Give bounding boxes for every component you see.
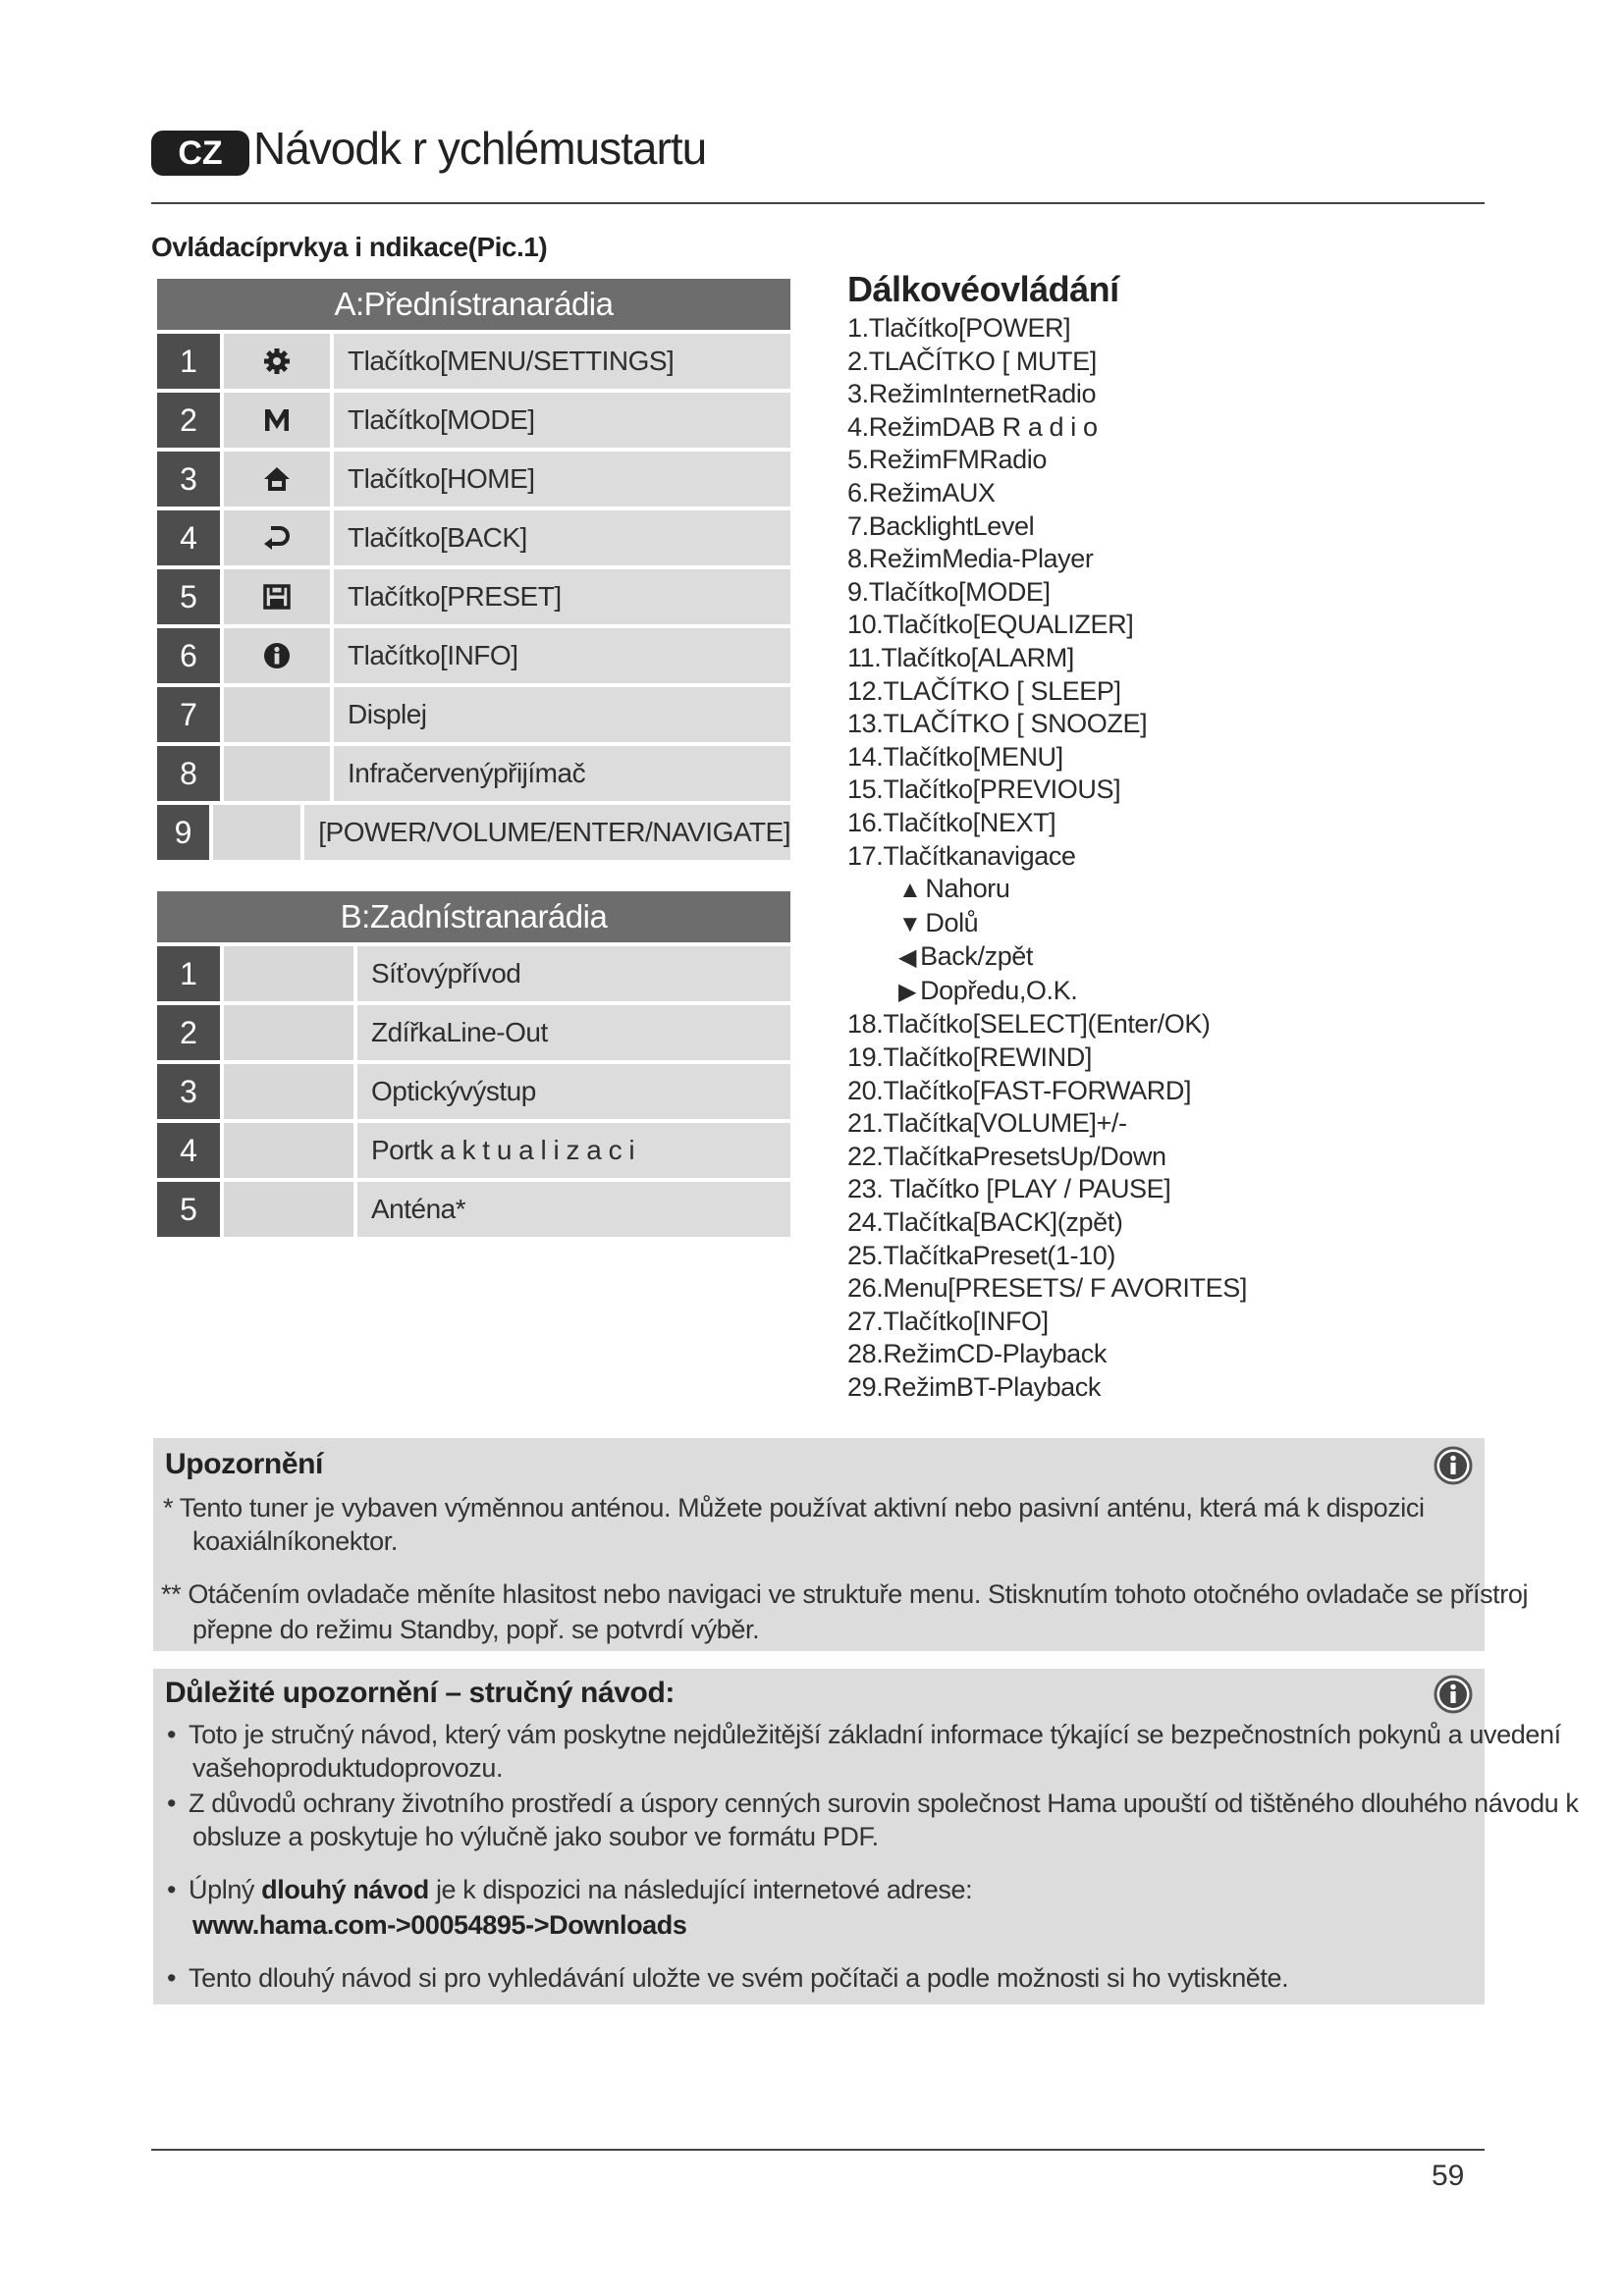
row-number: 5 — [157, 1182, 220, 1237]
bullet: • — [167, 1963, 177, 1993]
important-title: Důležité upozornění – stručný návod: — [165, 1677, 675, 1709]
row-number: 3 — [157, 452, 220, 507]
list-item: 6.RežimAUX — [847, 477, 996, 507]
row-number: 4 — [157, 510, 220, 565]
table-row — [157, 628, 790, 683]
info-icon — [1434, 1446, 1473, 1485]
nav-item-forward — [847, 975, 1247, 1009]
table-row — [157, 510, 790, 565]
warning-text: * Tento tuner je vybaven výměnnou anténou. Můžete používat aktivní nebo pasivní anténu, která má k dispozici — [163, 1493, 1425, 1522]
list-item: 20.Tlačítko[FAST-FORWARD] — [847, 1075, 1192, 1105]
empty-icon-cell — [224, 946, 353, 1001]
important-text: obsluze a poskytuje ho výlučně jako soubor ve formátu PDF. — [192, 1822, 879, 1851]
table-row — [157, 1182, 790, 1237]
row-number: 1 — [157, 946, 220, 1001]
empty-icon-cell — [224, 1005, 353, 1060]
row-label: Optickývýstup — [357, 1064, 790, 1119]
bullet: • — [167, 1720, 177, 1749]
row-label: Tlačítko[HOME] — [334, 452, 790, 507]
important-text: Tento dlouhý návod si pro vyhledávání uložte ve svém počítači a podle možnosti si ho vytiskněte. — [189, 1963, 1289, 1993]
front-panel-table — [157, 279, 790, 860]
row-label: Tlačítko[MODE] — [334, 393, 790, 448]
row-number: 6 — [157, 628, 220, 683]
back-panel-table — [157, 891, 790, 1237]
header-divider — [151, 202, 1485, 204]
nav-label: Back/zpět — [920, 941, 1034, 972]
list-item: 18.Tlačítko[SELECT](Enter/OK) — [847, 1009, 1211, 1040]
list-item: 27.Tlačítko[INFO] — [847, 1306, 1049, 1336]
list-item: 12.TLAČÍTKO [ SLEEP] — [847, 675, 1121, 706]
list-item: 4.RežimDAB R a d i o — [847, 411, 1098, 442]
list-item: 14.Tlačítko[MENU] — [847, 741, 1063, 772]
table-row — [157, 805, 790, 860]
row-label: Displej — [334, 687, 790, 742]
list-item: 10.Tlačítko[EQUALIZER] — [847, 610, 1134, 640]
row-label: Infračervenýpřijímač — [334, 746, 790, 801]
list-item: 8.RežimMedia-Player — [847, 544, 1094, 574]
list-item: 2.TLAČÍTKO [ MUTE] — [847, 346, 1097, 376]
list-item: 19.Tlačítko[REWIND] — [847, 1042, 1092, 1073]
info-icon — [224, 628, 330, 683]
row-number: 2 — [157, 1005, 220, 1060]
download-url[interactable]: www.hama.com->00054895->Downloads — [192, 1910, 687, 1940]
empty-icon-cell — [224, 746, 330, 801]
page-title: Návodk r ychlémustartu — [253, 123, 707, 174]
page-number: 59 — [1432, 2160, 1465, 2192]
nav-label: Dopředu,O.K. — [920, 975, 1078, 1005]
row-label: Tlačítko[INFO] — [334, 628, 790, 683]
row-number: 8 — [157, 746, 220, 801]
list-item: 3.RežimInternetRadio — [847, 379, 1097, 409]
row-number: 5 — [157, 569, 220, 624]
back-arrow-icon — [224, 510, 330, 565]
remote-list — [847, 312, 1247, 1405]
list-item: 17.Tlačítkanavigace — [847, 840, 1076, 871]
table-row — [157, 334, 790, 389]
row-number: 2 — [157, 393, 220, 448]
table-row — [157, 1123, 790, 1178]
nav-item-down — [847, 907, 1247, 941]
row-number: 4 — [157, 1123, 220, 1178]
list-item: 9.Tlačítko[MODE] — [847, 576, 1051, 607]
list-item: 29.RežimBT-Playback — [847, 1372, 1101, 1402]
bullet: • — [167, 1875, 177, 1904]
important-box — [153, 1669, 1579, 2004]
row-label: Anténa* — [357, 1182, 790, 1237]
nav-label: Nahoru — [925, 874, 1010, 904]
row-number: 1 — [157, 334, 220, 389]
table-row — [157, 452, 790, 507]
list-item: 11.Tlačítko[ALARM] — [847, 642, 1074, 672]
important-text: Úplný dlouhý návod je k dispozici na následující internetové adrese: — [189, 1875, 973, 1904]
important-text: Z důvodů ochrany životního prostředí a úspory cenných surovin společnost Hama upouští od tištěného dlouhého návodu k — [189, 1789, 1579, 1818]
table-row — [157, 946, 790, 1001]
empty-icon-cell — [224, 1123, 353, 1178]
list-item: 28.RežimCD-Playback — [847, 1339, 1107, 1369]
row-label: [POWER/VOLUME/ENTER/NAVIGATE] — [304, 805, 790, 860]
important-text: vašehoproduktudoprovozu. — [192, 1753, 504, 1783]
home-icon — [224, 452, 330, 507]
warning-text: ** Otáčením ovladače měníte hlasitost nebo navigaci ve struktuře menu. Stisknutím tohoto otočného ovladače se přístroj — [161, 1579, 1529, 1609]
table-row — [157, 746, 790, 801]
table-row — [157, 1064, 790, 1119]
nav-item-up — [847, 873, 1247, 907]
important-text: Toto je stručný návod, který vám poskytne nejdůležitější základní informace týkající se bezpečnostních pokynů a uvedení — [189, 1720, 1561, 1749]
arrow-up-icon: ▲ — [898, 877, 922, 904]
list-item: 24.Tlačítka[BACK](zpět) — [847, 1207, 1123, 1238]
row-number: 9 — [157, 805, 209, 860]
list-item: 16.Tlačítko[NEXT] — [847, 807, 1056, 837]
arrow-down-icon: ▼ — [898, 910, 922, 937]
list-item: 15.Tlačítko[PREVIOUS] — [847, 774, 1121, 805]
nav-item-back — [847, 940, 1247, 975]
warning-box — [153, 1438, 1529, 1651]
bullet: • — [167, 1789, 177, 1818]
empty-icon-cell — [224, 1064, 353, 1119]
table-row — [157, 569, 790, 624]
list-item: 5.RežimFMRadio — [847, 445, 1047, 475]
table-row — [157, 393, 790, 448]
list-item: 1.Tlačítko[POWER] — [847, 313, 1071, 343]
list-item: 22.TlačítkaPresetsUp/Down — [847, 1141, 1166, 1171]
empty-icon-cell — [213, 805, 300, 860]
gear-icon — [224, 334, 330, 389]
arrow-left-icon: ◀ — [898, 944, 917, 972]
arrow-right-icon: ▶ — [898, 978, 917, 1005]
list-item: 26.Menu[PRESETS/ F AVORITES] — [847, 1273, 1247, 1304]
row-label: ZdířkaLine-Out — [357, 1005, 790, 1060]
list-item: 21.Tlačítka[VOLUME]+/- — [847, 1108, 1127, 1139]
info-icon — [1434, 1675, 1473, 1714]
row-label: Tlačítko[PRESET] — [334, 569, 790, 624]
footer-divider — [151, 2149, 1485, 2151]
preset-save-icon — [224, 569, 330, 624]
section-heading: Ovládacíprvkya i ndikace(Pic.1) — [151, 232, 548, 262]
warning-title: Upozornění — [165, 1448, 323, 1480]
language-badge: CZ — [151, 131, 249, 176]
back-table-title: B:Zadnístranarádia — [157, 891, 790, 942]
list-item: 25.TlačítkaPreset(1-10) — [847, 1240, 1115, 1270]
empty-icon-cell — [224, 687, 330, 742]
row-label: Tlačítko[BACK] — [334, 510, 790, 565]
mode-m-icon — [224, 393, 330, 448]
remote-title: Dálkovéovládání — [847, 269, 1119, 309]
nav-label: Dolů — [925, 907, 979, 937]
row-number: 7 — [157, 687, 220, 742]
row-label: Tlačítko[MENU/SETTINGS] — [334, 334, 790, 389]
warning-text: přepne do režimu Standby, popř. se potvrdí výběr. — [192, 1615, 760, 1644]
row-number: 3 — [157, 1064, 220, 1119]
front-table-title: A:Přednístranarádia — [157, 279, 790, 330]
row-label: Portk a k t u a l i z a c i — [357, 1123, 790, 1178]
empty-icon-cell — [224, 1182, 353, 1237]
list-item: 7.BacklightLevel — [847, 510, 1035, 541]
list-item: 23. Tlačítko [PLAY / PAUSE] — [847, 1174, 1171, 1204]
list-item: 13.TLAČÍTKO [ SNOOZE] — [847, 709, 1148, 739]
table-row — [157, 1005, 790, 1060]
table-row — [157, 687, 790, 742]
row-label: Síťovýpřívod — [357, 946, 790, 1001]
warning-text: koaxiálníkonektor. — [192, 1526, 398, 1556]
